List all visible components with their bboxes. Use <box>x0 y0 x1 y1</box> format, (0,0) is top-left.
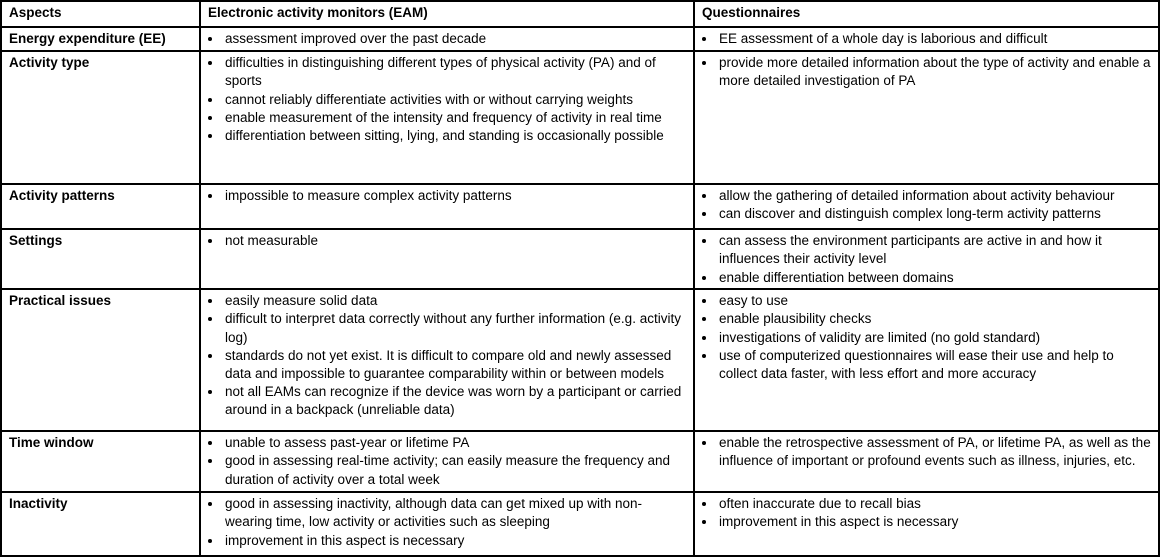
questionnaires-cell <box>694 51 1159 184</box>
bullet-item: • not all EAMs can recognize if the device was worn by a participant or carried around in a backpack (unreliable data) <box>223 383 689 419</box>
bullet-list <box>203 292 689 419</box>
bullet-item: • allow the gathering of detailed information about activity behaviour <box>717 187 1154 205</box>
bullet-item: • easily measure solid data <box>223 292 689 310</box>
table-row <box>1 27 1159 51</box>
table-row <box>1 51 1159 184</box>
bullet-list <box>203 30 689 48</box>
bullet-item: • impossible to measure complex activity patterns <box>223 187 689 205</box>
aspect-cell: Inactivity <box>1 492 200 556</box>
aspect-cell: Energy expenditure (EE) <box>1 27 200 51</box>
bullet-item: • difficulties in distinguishing different types of physical activity (PA) and of sports <box>223 54 689 90</box>
eam-cell <box>200 27 694 51</box>
bullet-list <box>697 187 1154 223</box>
questionnaires-cell <box>694 184 1159 229</box>
bullet-list <box>697 232 1154 287</box>
bullet-item: • good in assessing inactivity, although data can get mixed up with non-wearing time, low activity or activities such as sleeping <box>223 495 689 531</box>
questionnaires-cell <box>694 229 1159 289</box>
bullet-item: • cannot reliably differentiate activities with or without carrying weights <box>223 91 689 109</box>
bullet-list <box>697 495 1154 531</box>
bullet-item: • enable measurement of the intensity and frequency of activity in real time <box>223 109 689 127</box>
questionnaires-cell <box>694 431 1159 492</box>
bullet-item: • improvement in this aspect is necessary <box>223 532 689 550</box>
aspect-cell: Time window <box>1 431 200 492</box>
bullet-item: • enable differentiation between domains <box>717 269 1154 287</box>
bullet-list <box>203 495 689 550</box>
eam-cell <box>200 184 694 229</box>
column-header-eam: Electronic activity monitors (EAM) <box>200 1 694 27</box>
column-header-aspects: Aspects <box>1 1 200 27</box>
bullet-list <box>697 292 1154 383</box>
questionnaires-cell <box>694 27 1159 51</box>
aspect-cell: Settings <box>1 229 200 289</box>
column-header-questionnaires: Questionnaires <box>694 1 1159 27</box>
bullet-list <box>697 434 1154 470</box>
bullet-item: • improvement in this aspect is necessary <box>717 513 1154 531</box>
bullet-item: • good in assessing real-time activity; can easily measure the frequency and duration of activity over a total week <box>223 452 689 488</box>
bullet-item: • standards do not yet exist. It is difficult to compare old and newly assessed data and impossible to guarantee comparability within or between models <box>223 347 689 383</box>
aspect-cell: Practical issues <box>1 289 200 431</box>
bullet-item: • enable the retrospective assessment of PA, or lifetime PA, as well as the influence of important or profound events such as illness, injuries, etc. <box>717 434 1154 470</box>
bullet-list <box>697 30 1154 48</box>
bullet-item: • provide more detailed information about the type of activity and enable a more detailed investigation of PA <box>717 54 1154 90</box>
bullet-item: • difficult to interpret data correctly without any further information (e.g. activity log) <box>223 310 689 346</box>
bullet-item: • unable to assess past-year or lifetime PA <box>223 434 689 452</box>
bullet-list <box>203 434 689 489</box>
table-row <box>1 431 1159 492</box>
bullet-list <box>203 54 689 145</box>
bullet-item: • differentiation between sitting, lying, and standing is occasionally possible <box>223 127 689 145</box>
bullet-item: • enable plausibility checks <box>717 310 1154 328</box>
bullet-item: • easy to use <box>717 292 1154 310</box>
bullet-list <box>203 187 689 205</box>
aspect-cell: Activity patterns <box>1 184 200 229</box>
table-row <box>1 184 1159 229</box>
bullet-item: • not measurable <box>223 232 689 250</box>
aspect-cell: Activity type <box>1 51 200 184</box>
questionnaires-cell <box>694 492 1159 556</box>
bullet-list <box>697 54 1154 90</box>
eam-cell <box>200 431 694 492</box>
bullet-item: • use of computerized questionnaires will ease their use and help to collect data faster, with less effort and more accuracy <box>717 347 1154 383</box>
bullet-list <box>203 232 689 250</box>
bullet-item: • assessment improved over the past decade <box>223 30 689 48</box>
bullet-item: • investigations of validity are limited (no gold standard) <box>717 329 1154 347</box>
bullet-item: • often inaccurate due to recall bias <box>717 495 1154 513</box>
table-row <box>1 229 1159 289</box>
questionnaires-cell <box>694 289 1159 431</box>
eam-cell <box>200 492 694 556</box>
table-header <box>1 1 1159 27</box>
bullet-item: • can discover and distinguish complex long-term activity patterns <box>717 205 1154 223</box>
header-row <box>1 1 1159 27</box>
eam-cell <box>200 229 694 289</box>
table-body <box>1 27 1159 556</box>
bullet-item: • can assess the environment participants are active in and how it influences their activity level <box>717 232 1154 268</box>
eam-cell <box>200 51 694 184</box>
bullet-item: • EE assessment of a whole day is laborious and difficult <box>717 30 1154 48</box>
table-row <box>1 492 1159 556</box>
table-row <box>1 289 1159 431</box>
eam-cell <box>200 289 694 431</box>
